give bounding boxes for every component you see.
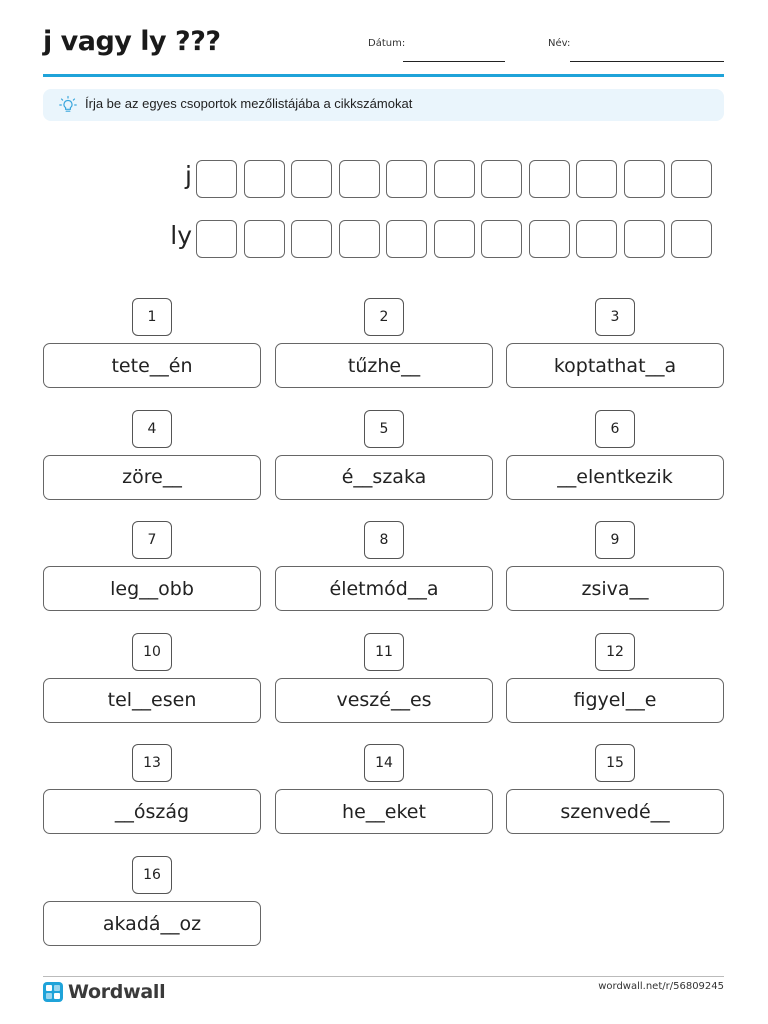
- item-word-card: szenvedé__: [506, 789, 724, 834]
- item-word-card: koptathat__a: [506, 343, 724, 388]
- instruction-text: Írja be az egyes csoportok mezőlistájába a cikkszámokat: [85, 96, 413, 111]
- item-number-badge: 4: [132, 410, 172, 448]
- item-word-card: figyel__e: [506, 678, 724, 723]
- group-label-1: ly: [170, 221, 192, 250]
- item-number-badge: 7: [132, 521, 172, 559]
- item-number-badge: 15: [595, 744, 635, 782]
- wordwall-logo-icon: [43, 982, 63, 1002]
- answer-slot[interactable]: [291, 220, 332, 258]
- answer-slot[interactable]: [386, 160, 427, 198]
- item-number-badge: 13: [132, 744, 172, 782]
- item-number-badge: 8: [364, 521, 404, 559]
- answer-slot[interactable]: [291, 160, 332, 198]
- answer-slot[interactable]: [529, 160, 570, 198]
- answer-slot[interactable]: [481, 160, 522, 198]
- item-number-badge: 6: [595, 410, 635, 448]
- answer-slot[interactable]: [339, 160, 380, 198]
- answer-slot[interactable]: [624, 160, 665, 198]
- answer-slot[interactable]: [671, 220, 712, 258]
- wordwall-logo: [43, 981, 165, 1003]
- item-word-card: tete__én: [43, 343, 261, 388]
- answer-slot[interactable]: [576, 160, 617, 198]
- answer-slot[interactable]: [244, 160, 285, 198]
- answer-slot[interactable]: [339, 220, 380, 258]
- date-line: [403, 61, 505, 62]
- item-word-card: __ószág: [43, 789, 261, 834]
- item-word-card: zsiva__: [506, 566, 724, 611]
- answer-slot[interactable]: [671, 160, 712, 198]
- footer-url: wordwall.net/r/56809245: [598, 981, 724, 992]
- answer-slot[interactable]: [196, 160, 237, 198]
- lightbulb-icon: [58, 95, 78, 115]
- instruction-banner: [43, 89, 724, 121]
- item-word-card: he__eket: [275, 789, 493, 834]
- answer-slot[interactable]: [576, 220, 617, 258]
- item-word-card: tel__esen: [43, 678, 261, 723]
- item-word-card: veszé__es: [275, 678, 493, 723]
- item-number-badge: 10: [132, 633, 172, 671]
- wordwall-brand: Wordwall: [68, 981, 166, 1003]
- item-word-card: leg__obb: [43, 566, 261, 611]
- answer-slot[interactable]: [244, 220, 285, 258]
- group-label-0: j: [185, 161, 192, 190]
- answer-slot[interactable]: [481, 220, 522, 258]
- item-number-badge: 3: [595, 298, 635, 336]
- item-number-badge: 1: [132, 298, 172, 336]
- date-label: Dátum:: [368, 38, 406, 49]
- answer-slot[interactable]: [434, 160, 475, 198]
- item-number-badge: 5: [364, 410, 404, 448]
- item-number-badge: 11: [364, 633, 404, 671]
- name-label: Név:: [548, 38, 571, 49]
- item-number-badge: 12: [595, 633, 635, 671]
- answer-slot[interactable]: [434, 220, 475, 258]
- footer-divider: [43, 976, 724, 977]
- item-word-card: életmód__a: [275, 566, 493, 611]
- item-word-card: __elentkezik: [506, 455, 724, 500]
- accent-bar: [43, 74, 724, 77]
- item-word-card: é__szaka: [275, 455, 493, 500]
- item-word-card: tűzhe__: [275, 343, 493, 388]
- item-word-card: zöre__: [43, 455, 261, 500]
- name-line: [570, 61, 724, 62]
- answer-slot[interactable]: [529, 220, 570, 258]
- item-number-badge: 16: [132, 856, 172, 894]
- item-word-card: akadá__oz: [43, 901, 261, 946]
- item-number-badge: 14: [364, 744, 404, 782]
- page-title: j vagy ly ???: [43, 26, 221, 57]
- answer-slot[interactable]: [196, 220, 237, 258]
- item-number-badge: 9: [595, 521, 635, 559]
- answer-slot[interactable]: [624, 220, 665, 258]
- item-number-badge: 2: [364, 298, 404, 336]
- answer-slot[interactable]: [386, 220, 427, 258]
